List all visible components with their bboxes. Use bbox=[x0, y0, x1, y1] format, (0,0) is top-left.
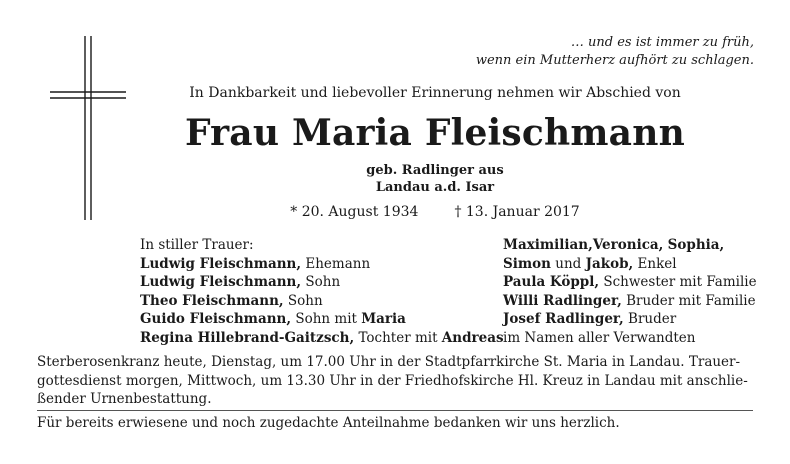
life-dates bbox=[0, 204, 790, 220]
mourner-row bbox=[503, 255, 757, 274]
mourner-relation: Sohn bbox=[283, 292, 323, 309]
mourner-row bbox=[140, 255, 504, 274]
grandchild-name: Simon bbox=[503, 255, 551, 272]
grandchild-name: Maximilian, bbox=[503, 237, 593, 253]
birth-name: geb. Radlinger aus bbox=[366, 163, 504, 178]
mourner-relation: Schwester mit Familie bbox=[599, 274, 757, 290]
mourner-relation: Tochter mit bbox=[354, 329, 442, 346]
mourner-name: Willi Radlinger, bbox=[503, 292, 622, 309]
mourner-name: Regina Hillebrand-Gaitzsch, bbox=[140, 329, 355, 346]
mourner-name: Guido Fleischmann, bbox=[140, 311, 292, 327]
birth-info bbox=[0, 162, 790, 196]
mourner-row bbox=[140, 329, 504, 348]
mourner-row bbox=[503, 310, 757, 329]
intro-text: In Dankbarkeit und liebevoller Erinnerung nehmen wir Abschied von bbox=[189, 85, 681, 101]
death-date: † 13. Januar 2017 bbox=[454, 204, 580, 220]
conjunction: und bbox=[550, 255, 586, 272]
grandchild-name: Sophia, bbox=[667, 237, 725, 253]
mourner-row bbox=[140, 310, 504, 329]
grandchild-name: Veronica, bbox=[592, 237, 664, 253]
mourner-extra-name: Andreas bbox=[441, 329, 504, 346]
mourner-extra-name: Maria bbox=[361, 311, 406, 327]
birth-date: * 20. August 1934 bbox=[290, 204, 419, 220]
funeral-line: Sterberosenkranz heute, Dienstag, um 17.00 Uhr in der Stadtpfarrkirche St. Maria in Landau. Trauer- bbox=[37, 354, 741, 370]
mourner-row bbox=[140, 292, 504, 311]
mourners-left bbox=[140, 236, 504, 347]
quote bbox=[476, 34, 754, 70]
quote-line-1: … und es ist immer zu früh, bbox=[570, 35, 754, 50]
mourner-name: Paula Köppl, bbox=[503, 274, 600, 290]
thanks-text: Für bereits erwiesene und noch zugedachte Anteilnahme bedanken wir uns herzlich. bbox=[37, 415, 620, 431]
funeral-info bbox=[37, 353, 753, 409]
mourners-right bbox=[503, 236, 757, 347]
funeral-line: ßender Urnenbestattung. bbox=[37, 391, 212, 407]
origin: Landau a.d. Isar bbox=[375, 180, 495, 195]
mourner-name: Josef Radlinger, bbox=[503, 311, 624, 327]
funeral-line: gottesdienst morgen, Mittwoch, um 13.30 Uhr in der Friedhofskirche Hl. Kreuz in Landau mit anschlie- bbox=[37, 372, 748, 389]
mourner-row bbox=[503, 292, 757, 311]
mourner-relation: Sohn bbox=[301, 274, 341, 290]
mourner-relation: Enkel bbox=[633, 255, 677, 272]
mourner-row bbox=[503, 236, 757, 255]
mourner-name: Theo Fleischmann, bbox=[140, 292, 284, 309]
quote-line-2: wenn ein Mutterherz aufhört zu schlagen. bbox=[475, 53, 754, 68]
mourner-relation: Ehemann bbox=[301, 255, 371, 272]
mourner-row bbox=[140, 273, 504, 292]
mourners-heading: In stiller Trauer: bbox=[140, 237, 254, 253]
grandchild-name: Jakob, bbox=[585, 255, 634, 272]
mourner-relation: Bruder bbox=[623, 311, 677, 327]
mourner-name: Ludwig Fleischmann, bbox=[140, 274, 302, 290]
deceased-name: Frau Maria Fleischmann bbox=[185, 112, 685, 154]
mourner-row: im Namen aller Verwandten bbox=[503, 329, 696, 346]
mourner-relation: Sohn mit bbox=[291, 311, 362, 327]
mourner-relation: Bruder mit Familie bbox=[621, 292, 756, 309]
divider bbox=[37, 410, 753, 411]
mourner-row bbox=[503, 273, 757, 292]
mourner-name: Ludwig Fleischmann, bbox=[140, 255, 302, 272]
